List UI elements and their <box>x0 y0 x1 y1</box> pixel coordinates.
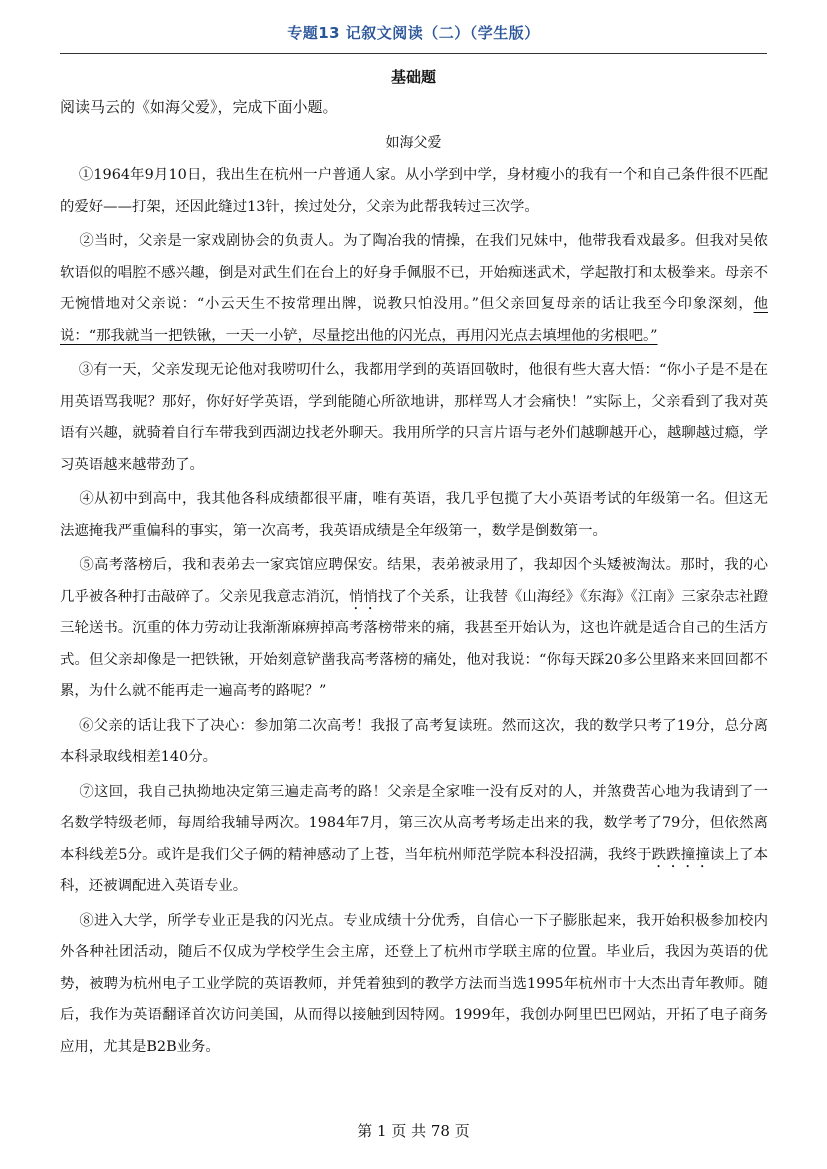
emphasized-word: 悄悄 <box>348 588 378 605</box>
header-divider <box>60 53 767 54</box>
paragraph-1: ①1964年9月10日，我出生在杭州一户普通人家。从小学到中学，身材瘦小的我有一个和自己条件很不匹配的爱好——打架，还因此缝过13针，挨过处分，父亲为此帮我转过三次学。 <box>60 167 768 215</box>
section-title: 基础题 <box>390 68 436 86</box>
document-header: 专题13 记叙文阅读（二）（学生版） <box>287 24 540 42</box>
paragraph-2: ②当时，父亲是一家戏剧协会的负责人。为了陶冶我的情操，在我们兄妹中，他带我看戏最多。但我对吴侬软语似的唱腔不感兴趣，倒是对武生们在台上的好身手佩服不已，开始痴迷武术，学起散打和太极拳来。母亲不无惋惜地对父亲说：“小云天生不按常理出牌，说教只怕没用。”但父亲回复母亲的话让我至今印象深刻，他说：“那我就当一把铁锹，一天一小铲，尽量挖出他的闪光点，再用闪光点去填埋他的劣根吧。” <box>60 233 768 344</box>
emphasized-word: 跌跌撞撞 <box>651 846 710 863</box>
article-title: 如海父爱 <box>385 135 442 151</box>
reading-instruction: 阅读马云的《如海父爱》，完成下面小题。 <box>60 98 338 116</box>
paragraph-7: ⑦这回，我自己执拗地决定第三遍走高考的路！父亲是全家唯一没有反对的人，并煞费苦心地为我请到了一名数学特级老师，每周给我辅导两次。1984年7月，第三次从高考考场走出来的我，数学考了79分，但依然离本科线差5分。或许是我们父子俩的精神感动了上苍，当年杭州师范学院本科没招满，我终于跌跌撞撞读上了本科，还被调配进入英语专业。 <box>60 783 768 894</box>
paragraph-4: ④从初中到高中，我其他各科成绩都很平庸，唯有英语，我几乎包揽了大小英语考试的年级第一名。但这无法遮掩我严重偏科的事实，第一次高考，我英语成绩是全年级第一，数学是倒数第一。 <box>60 491 768 539</box>
paragraph-8: ⑧进入大学，所学专业正是我的闪光点。专业成绩十分优秀，自信心一下子膨胀起来，我开始积极参加校内外各种社团活动，随后不仅成为学校学生会主席，还登上了杭州市学联主席的位置。毕业后，我因为英语的优势，被聘为杭州电子工业学院的英语教师，并凭着独到的教学方法而当选1995年杭州市十大杰出青年教师。随后，我作为英语翻译首次访问美国，从而得以接触到因特网。1999年，我创办阿里巴巴网站，开拓了电子商务应用，尤其是B2B业务。 <box>60 912 768 1055</box>
underlined-sentence: 他说：“那我就当一把铁锹，一天一小铲，尽量挖出他的闪光点，再用闪光点去填埋他的劣根吧。” <box>60 296 768 344</box>
paragraph-5: ⑤高考落榜后，我和表弟去一家宾馆应聘保安。结果，表弟被录用了，我却因个头矮被淘汰。那时，我的心几乎被各种打击敲碎了。父亲见我意志消沉，悄悄找了个关系，让我替《山海经》《东海》《江南》三家杂志社蹬三轮送书。沉重的体力劳动让我渐渐麻痹掉高考落榜带来的痛，我甚至开始认为，这也许就是适合自己的生活方式。但父亲却像是一把铁锹，开始刻意铲凿我高考落榜的痛处，他对我说：“你每天踩20多公里路来来回回都不累，为什么就不能再走一遍高考的路呢？” <box>60 557 768 699</box>
page-number: 第 1 页 共 78 页 <box>357 1122 470 1140</box>
paragraph-6: ⑥父亲的话让我下了决心：参加第二次高考！我报了高考复读班。然而这次，我的数学只考了19分，总分离本科录取线相差140分。 <box>60 717 768 765</box>
paragraph-3: ③有一天，父亲发现无论他对我唠叨什么，我都用学到的英语回敬时，他很有些大喜大悟：“你小子是不是在用英语骂我呢？那好，你好好学英语，学到能随心所欲地讲，那样骂人才会痛快！”实际上，父亲看到了我对英语有兴趣，就骑着自行车带我到西湖边找老外聊天。我用所学的只言片语与老外们越聊越开心，越聊越过瘾，学习英语越来越带劲了。 <box>60 362 768 473</box>
article-body <box>60 160 768 1066</box>
